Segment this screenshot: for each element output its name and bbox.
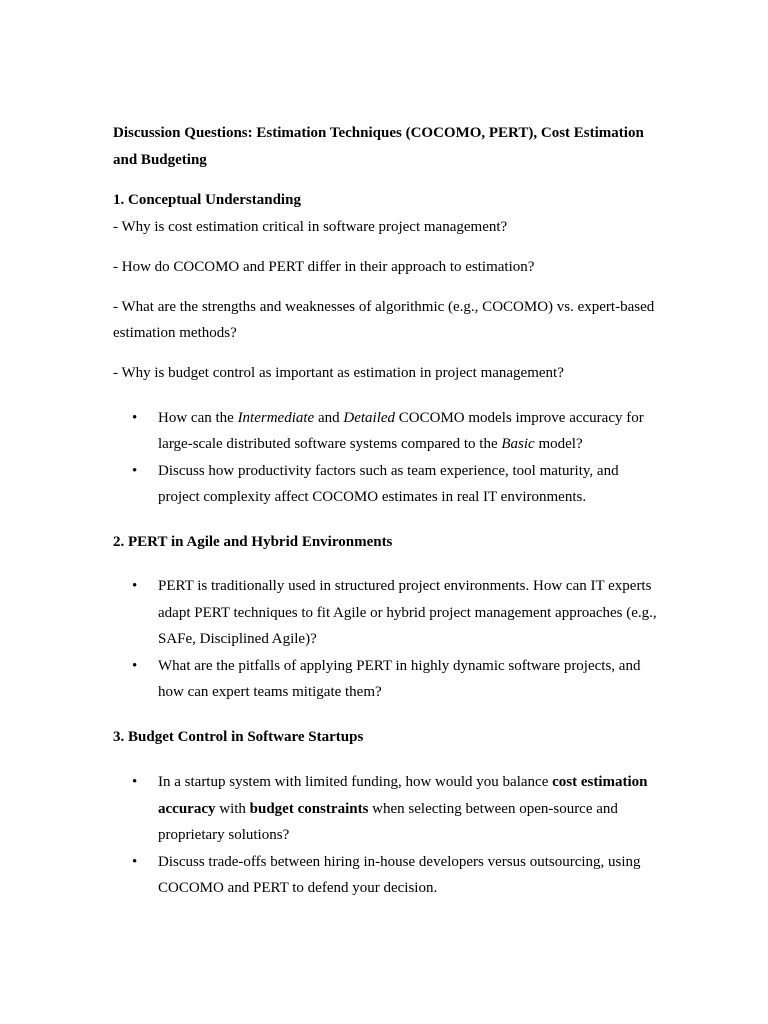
italic-term-detailed: Detailed: [343, 409, 396, 426]
document-title: Discussion Questions: Estimation Techniques (COCOMO, PERT), Cost Estimation and Budgeting: [113, 125, 644, 168]
bullet-item: [113, 769, 658, 849]
bullet-text: PERT is traditionally used in structured project environments. How can IT experts adapt PERT techniques to fit Agile or hybrid project management approaches (e.g., SAFe, Disciplined Agile)?: [158, 578, 657, 647]
bullet-item: [113, 405, 658, 458]
bullet-item: [113, 458, 658, 511]
section-2-heading: 2. PERT in Agile and Hybrid Environments: [113, 533, 393, 550]
section-1-heading: 1. Conceptual Understanding: [113, 192, 301, 208]
section-3-heading: 3. Budget Control in Software Startups: [113, 728, 364, 745]
section-1-bullet-list: [113, 405, 658, 511]
bullet-text: Discuss how productivity factors such as team experience, tool maturity, and project complexity affect COCOMO estimates in real IT environments.: [158, 462, 619, 505]
bold-term-budget-constraints: budget constraints: [249, 800, 369, 817]
question-item: - What are the strengths and weaknesses of algorithmic (e.g., COCOMO) vs. expert-based estimation methods?: [113, 298, 655, 341]
question-item: - Why is cost estimation critical in software project management?: [113, 218, 508, 235]
bullet-item: [113, 653, 658, 706]
italic-term-intermediate: Intermediate: [237, 409, 315, 426]
bullet-item: [113, 573, 658, 653]
bullet-icon: •: [132, 853, 138, 870]
question-item: - Why is budget control as important as estimation in project management?: [113, 365, 564, 381]
bullet-text: How can the Intermediate and Detailed COCOMO models improve accuracy for large-scale distributed software systems compared to the Basic model?: [158, 409, 644, 452]
question-item: - How do COCOMO and PERT differ in their approach to estimation?: [113, 258, 535, 275]
section-2-bullet-list: [113, 573, 658, 706]
bullet-icon: •: [132, 774, 138, 790]
bold-term-cost-estimation-accuracy: cost estimation accuracy: [158, 774, 648, 817]
section-3-bullet-list: [113, 769, 658, 902]
bullet-icon: •: [132, 657, 138, 674]
document-body: [113, 120, 658, 902]
bullet-item: [113, 849, 658, 902]
bullet-text: In a startup system with limited funding, how would you balance cost estimation accuracy with budget constraints when selecting between open-source and proprietary solutions?: [158, 774, 648, 843]
bullet-icon: •: [132, 409, 138, 426]
bullet-icon: •: [132, 578, 138, 594]
italic-term-basic: Basic: [501, 436, 535, 452]
bullet-text: Discuss trade-offs between hiring in-house developers versus outsourcing, using COCOMO and PERT to defend your decision.: [158, 853, 641, 896]
bullet-icon: •: [132, 462, 138, 479]
bullet-text: What are the pitfalls of applying PERT in highly dynamic software projects, and how can expert teams mitigate them?: [158, 657, 641, 700]
